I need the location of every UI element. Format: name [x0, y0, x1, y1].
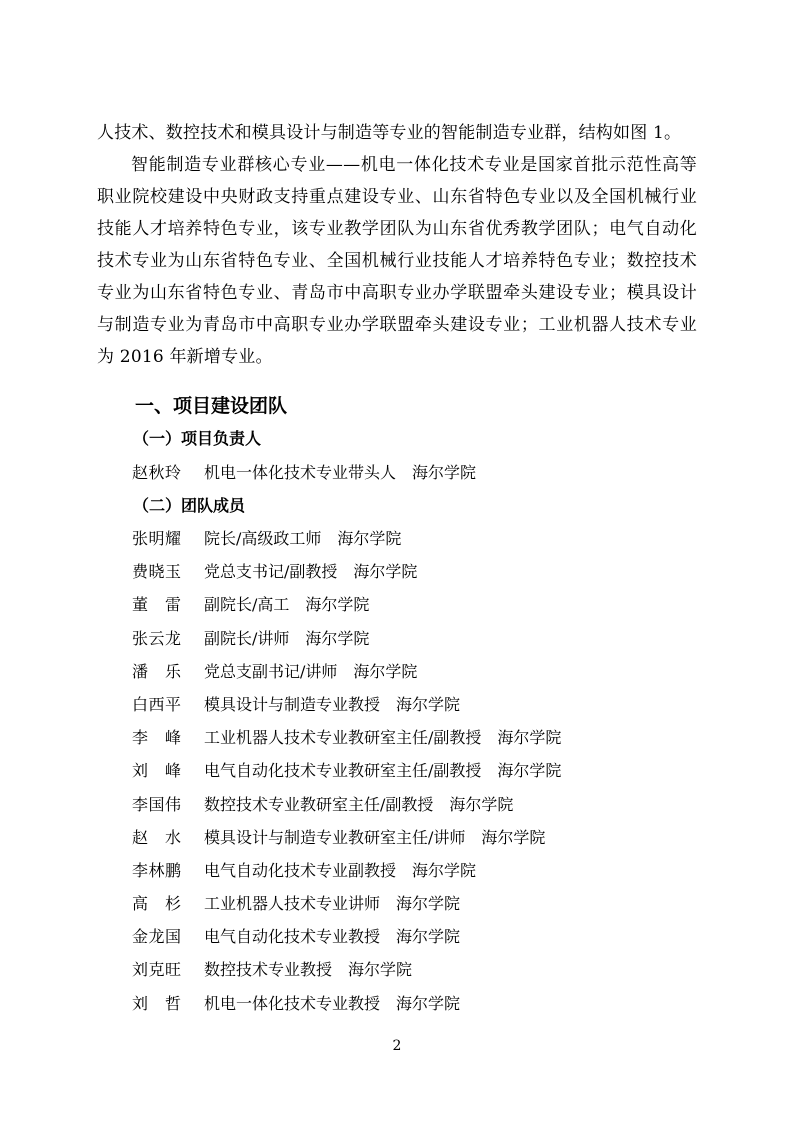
section-title: 一、项目建设团队 — [135, 395, 288, 417]
team-member-row — [132, 590, 561, 623]
member-name: 张明耀 — [132, 529, 182, 548]
member-name: 李 峰 — [132, 728, 182, 748]
team-member-row — [132, 723, 561, 756]
member-role: 数控技术专业教授 — [204, 960, 333, 980]
member-role: 数控技术专业教研室主任/副教授 — [204, 794, 434, 814]
member-name: 赵 水 — [132, 827, 182, 847]
member-org: 海尔学院 — [412, 860, 477, 880]
member-org: 海尔学院 — [348, 960, 413, 980]
member-role: 电气自动化技术专业教研室主任/副教授 — [204, 761, 482, 781]
member-org: 海尔学院 — [449, 794, 514, 814]
member-name: 刘 哲 — [132, 993, 182, 1013]
member-role: 党总支副书记/讲师 — [204, 661, 338, 681]
member-role: 模具设计与制造专业教研室主任/讲师 — [204, 827, 466, 847]
team-member-row — [132, 889, 561, 922]
member-role: 机电一体化技术专业教授 — [204, 993, 381, 1013]
member-role: 电气自动化技术专业副教授 — [204, 860, 397, 880]
member-name: 李林鹏 — [132, 860, 182, 880]
team-member-row — [132, 524, 561, 557]
member-name: 刘克旺 — [132, 960, 182, 980]
team-member-row — [132, 790, 561, 823]
member-org: 海尔学院 — [497, 728, 562, 748]
member-name: 高 杉 — [132, 894, 182, 914]
member-org: 海尔学院 — [481, 827, 546, 847]
member-name: 金龙国 — [132, 927, 182, 947]
project-leader — [132, 458, 476, 488]
member-org: 海尔学院 — [305, 628, 370, 648]
member-org: 海尔学院 — [396, 927, 461, 947]
team-member-row — [132, 624, 561, 657]
team-member-row — [132, 557, 561, 590]
member-role: 工业机器人技术专业讲师 — [204, 894, 381, 914]
leader-role: 机电一体化技术专业带头人 — [204, 463, 397, 482]
member-role: 副院长/讲师 — [204, 628, 290, 648]
member-org: 海尔学院 — [396, 694, 461, 714]
member-org: 海尔学院 — [305, 595, 370, 615]
team-member-row — [132, 756, 561, 789]
member-name: 费晓玉 — [132, 562, 182, 582]
team-member-row — [132, 690, 561, 723]
page-number: 2 — [392, 1038, 402, 1054]
member-org: 海尔学院 — [396, 894, 461, 914]
member-name: 张云龙 — [132, 628, 182, 648]
member-name: 刘 峰 — [132, 761, 182, 781]
team-member-row — [132, 922, 561, 955]
subsection-members-title: （二）团队成员 — [133, 496, 246, 515]
member-org: 海尔学院 — [337, 529, 402, 548]
member-org: 海尔学院 — [396, 993, 461, 1013]
member-role: 副院长/高工 — [204, 595, 290, 615]
member-role: 党总支书记/副教授 — [204, 562, 338, 582]
member-name: 董 雷 — [132, 595, 182, 615]
member-name: 李国伟 — [132, 794, 182, 814]
member-role: 院长/高级政工师 — [204, 529, 322, 548]
team-member-row — [132, 657, 561, 690]
leader-name: 赵秋玲 — [132, 463, 182, 482]
member-org: 海尔学院 — [353, 562, 418, 582]
paragraph-intro-continuation: 人技术、数控技术和模具设计与制造等专业的智能制造专业群，结构如图 1。 — [97, 123, 682, 143]
leader-org: 海尔学院 — [412, 463, 477, 482]
subsection-leader-title: （一）项目负责人 — [133, 429, 262, 448]
member-role: 模具设计与制造专业教授 — [204, 694, 381, 714]
paragraph-core-major: 智能制造专业群核心专业——机电一体化技术专业是国家首批示范性高等职业院校建设中央财政支持重点建设专业、山东省特色专业以及全国机械行业技能人才培养特色专业，该专业教学团队为山东省优秀教学团队；电气自动化技术专业为山东省特色专业、全国机械行业技能人才培养特色专业；数控技术专业为山东省特色专业、青岛市中高职专业办学联盟牵头建设专业；模具设计与制造专业为青岛市中高职专业办学联盟牵头建设专业；工业机器人技术专业为 2016 年新增专业。 — [97, 155, 697, 367]
member-role: 电气自动化技术专业教授 — [204, 927, 381, 947]
team-member-row — [132, 989, 561, 1022]
team-member-list — [132, 524, 561, 1022]
team-member-row — [132, 823, 561, 856]
member-org: 海尔学院 — [353, 661, 418, 681]
team-member-row — [132, 955, 561, 988]
team-member-row — [132, 856, 561, 889]
member-org: 海尔学院 — [497, 761, 562, 781]
member-name: 白西平 — [132, 694, 182, 714]
member-name: 潘 乐 — [132, 661, 182, 681]
member-role: 工业机器人技术专业教研室主任/副教授 — [204, 728, 482, 748]
